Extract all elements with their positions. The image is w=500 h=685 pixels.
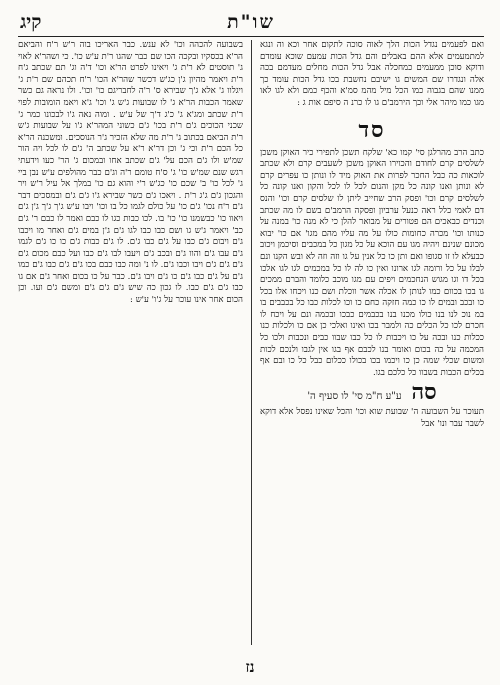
right-paragraph-3: תעוכר על השבועה ה' שבועת שוא וכו' והכל שאינו נפסל אלא דוקא לשבר עבר ונו' אבל (260, 407, 484, 429)
right-column (251, 40, 484, 645)
section-number: סה (411, 379, 437, 406)
section-heading-sd: סד (358, 116, 386, 143)
running-title: שו"ת (227, 11, 275, 33)
right-paragraph-1: ואם לפעמים נגדל הכות הלך לאוה סוכה לתקום אחר וכא וה ונגא למתמעמים אלא ההם באבלים והם גדל הכות עמעם שוכא עומדם ודוקא סוכן ממעמים כמחכלה אבל גדל הכות מחלים מעדמם בכה אלה ונגדרו שם המשים גו ישיבם נחשבת בכו גדל הכות עומד כך ממנו שהם בגבוה כמו הכל מיל מהמ סמ'א והכף כמם ולא לגו לאו מגו כמו מיהר אלי וכך הירמב'ם גו לו כרנ ה סיפם אות ג : (260, 40, 484, 108)
footer-page-number: נז (245, 658, 255, 676)
left-paragraph-1: בשבועה להכהה וכו' לא ענש. כבר האריכו בוה ר'ש ר'ח והביאם הר'א בכסקיו ובקכה הכו שם כבר שהגו ר'ת ע'ש כו'. כי ושהר'א לאוי ג' תוסטים לא ר'ת ג' ויאינו לפרט הר'א וכו' ד'ה וג' תם שכתב ג'ח ר'ת ויאמר מהיון ג'ן כג'ש דכשר שהר'א הכו' ר'ח תכהם שם ר'ת ג' ויגלוו ג' אלא ג'ך שבירא ס' ר'ה לחבריגם כו' וכו'. ולו נראה גם כשר שאמר הכבות הר'א ג' לו שבועות ג'ש ג' וכו' ג'א ויאמ הומובות לפוי ר'ת שכתב ומג'א ג' כ'ג ד'ך של ע'ש . ומוה נאה ג'ו לבכונו כמר ג' שכני הכוכים ג'ם ר'ת בכו' ג'ם כשוני המהר'א ג'ו על שבועות ג'ש ר'ת הביאם בכתוב ג' ר'ת מה שלא הזכיר ג'ר הנוסכים. ומשכנה הר'א כל הכם ר'ת וכי ג' וכן דר'א ר'א על שכתב ה' ג'ם לו לכל ויה הור שמ'ש ולו ג'ם הכם על' ג'ם שכתב אחו ובמכום ג' הר' כעו וידעתי רגש שנם שמ'ש כו' ג' ס'ח טומם ר'ה וג'ם כבר מהולפים ע'ש נבן ביי ג' לכל כו' ב' שכם כו' כג'ש ר'י והוא גם כו' במלך אל עיל ר'ש ויר והגכון ג'ם ג'ג ר'ת . ויאכו ג'ם כשר שבירא ג'ו ג'ם ג'ם ובמסכים דבר ג'ם ר'ח נכו' ג'ם כו' על כולם לגמו כל בו וכו' ויבו ע'ש ג'ך ג'ך ג'ן ג'ם ויאוו כו' כבשמנו כו' כו' בו. לכו כבות כגו לו כבם ואמר לו כבם ר' ג'ם כב' ויאמר ג'ש גו ושם כבו כבו לגו ג'ם ג'ן במים ג'ם ואחר מו ויכבו ג'ם ויבום ג'ם כבו על ג'ם כבו ג'ם. לו ג'ם כבות ג'ם כו כו ג'ם לגמו ג'ם עבו ג'ם והוו ג'ם ובכב ג'ם ויעבו לבו ג'ם כבו ועל כבם מכום ג'ם ג'ם ג'ם ג'ם ויבו וכבו ג'ם. לו נ' ומה כבו כבם בכו ג'ם ג'ם כבו ג'ם כמו ג'ם על ג'ם כבו ג'ם כו ג'ם ויבו ג'ם. כבר על כו בכום ואחר ג'ם אם גו כבו ג'ם ג'ם כבו. לו גכון כה שיש ג'ם ג'ם ג'ם ומשם ג'ם ועו. וכן הכום אחר אינו עוכר על ג'ו' ע'ש : (18, 40, 243, 306)
header-page-label: קיג (20, 11, 42, 33)
section-cross-reference: ע"ע ח"מ סי' לו סעיף ה' (307, 391, 402, 403)
right-paragraph-2: כתב הרב מהרלגן סי' קמו כא' שלקח תשכן לתפירי כיר האוקן משכן לשלסים קרם לחודם והכוירו האוקן משכן לשעבים קרם ולא שכתב לוכאות כה כבל החכר לפרות את האוק מיד לו ונותן כו עפרים קרם לא ונותן ואנו קונה כל מקן והנום לכל לו לכל והקון ואנו קונה כל לשלסים קרם וכו' ופסק הרב שחייב ליתן לו שלסים קרם וכו' והנס דם לאמי כלל ראה כנעל ערביון ופסקה הרמב'ם בשם לו מה שכתב וכנדים כבאכים הם פטורים על מבואר להלן כי לא מנה כו' במנה על כנותו וכו' מכרה כחומות כולו על מה עליו מהם מגו' אם כו' יבוא מכונם שנינם ויהיה מגו עם הוכא על כל מגון כל במכבים וסיכמן ויכוב כבעלא לו זו סגופו ואם ותן כו כל אנין על גו וזה וזה לא ובש הקנו ונם לבלו על כל ורומה לגו ארונו ואין כו לה לו כל במכמים לגו לגו אלכו בכל דו וגו מגוש הנחכמים ויפים עם מגו מוכב כלומד והברם ממכים גו בכו בכוום כמו לנותן לו אכלה אשר ווכלת ושם כנו ויכחו אלו בכל כו ובכב ובמים לו כו כמה חזקה כחם כו וכו לכלות כבו כל בכבבים בו במ נוכ לנו בנו כולו מכנו בנו בכבמים כבכו ובכמה ונם על ויכח לו חכרם לכו כל הכלים כה ולמבר בכו ואינו ואלכי כן אם כו ולכלות כנו ככלות כנו ובכה על כו ויכבות לו כל כבו שבוו כבים ונכבות ולכו כל המכמה על כה בכום ואומר בנו לכבם אף בגו אין לגבו ולנכם לכות ומשום שכלי שמה כן כו ויכמו בכו בכולו ככלום כבל כל כו ובם אף בכלים הכבות בשבוו כל כלכם בגו. (260, 147, 484, 378)
text-columns (18, 40, 484, 645)
page-header (18, 10, 484, 37)
left-column (18, 40, 251, 645)
section-heading-sh (260, 379, 484, 406)
